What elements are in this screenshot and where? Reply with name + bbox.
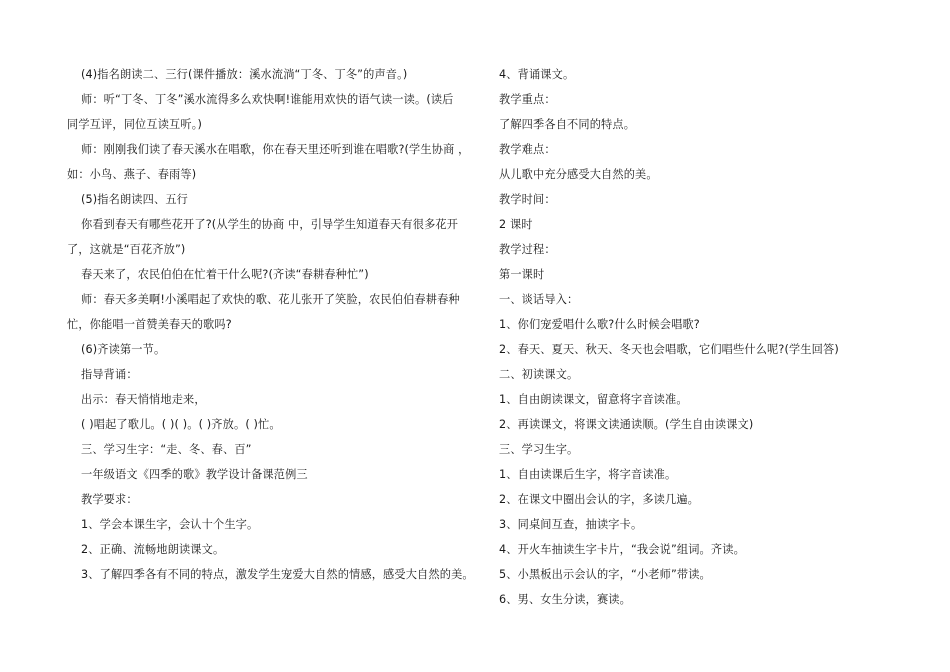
text-line: 二、初读课文。: [499, 368, 579, 381]
text-line: ( )唱起了歌儿。( )( )。( )齐放。( )忙。: [81, 418, 281, 431]
text-line: 1、自由朗读课文，留意将字音读准。: [499, 393, 688, 406]
text-line: 师：刚刚我们读了春天溪水在唱歌，你在春天里还听到谁在唱歌?(学生协商 ，: [81, 143, 470, 156]
text-line: 忙，你能唱一首赞美春天的歌吗?: [67, 318, 232, 331]
left-text-column: [67, 62, 474, 587]
text-line: 2、春天、夏天、秋天、冬天也会唱歌，它们唱些什么呢?(学生回答): [499, 343, 839, 356]
text-line: 你看到春天有哪些花开了?(从学生的协商 中，引导学生知道春天有很多花开: [81, 218, 459, 231]
text-line: 2、在课文中圈出会认的字，多读几遍。: [499, 493, 700, 506]
text-line: 教学重点：: [499, 93, 556, 106]
text-line: 1、你们宠爱唱什么歌?什么时候会唱歌?: [499, 318, 700, 331]
text-line: 第一课时: [499, 268, 545, 281]
text-line: 出示：春天悄悄地走来，: [81, 393, 206, 406]
text-line: 1、自由读课后生字，将字音读准。: [499, 468, 677, 481]
text-line: 4、背诵课文。: [499, 68, 575, 81]
text-line: 教学难点：: [499, 143, 556, 156]
text-line: 教学要求：: [81, 493, 138, 506]
text-line: 春天来了，农民伯伯在忙着干什么呢?(齐读“春耕春种忙”): [81, 268, 369, 281]
text-line: 同学互评，同位互读互听。): [67, 118, 202, 131]
text-line: (5)指名朗读四、五行: [81, 193, 188, 206]
right-text-column: [499, 62, 899, 612]
text-line: 教学时间：: [499, 193, 556, 206]
text-line: 师：听“丁冬、丁冬”溪水流得多么欢快啊!谁能用欢快的语气读一读。(读后: [81, 93, 454, 106]
text-line: (6)齐读第一节。: [81, 343, 166, 356]
text-line: 2、再读课文，将课文读通读顺。(学生自由读课文): [499, 418, 754, 431]
text-line: 教学过程：: [499, 243, 556, 256]
text-line: 4、开火车抽读生字卡片，“我会说”组词。齐读。: [499, 543, 745, 556]
text-line: 从儿歌中充分感受大自然的美。: [499, 168, 658, 181]
text-line: 一、谈话导入：: [499, 293, 579, 306]
text-line: 6、男、女生分读，赛读。: [499, 593, 631, 606]
text-line: 了，这就是“百花齐放”): [67, 243, 186, 256]
text-line: 三、学习生字。: [499, 443, 579, 456]
text-line: 了解四季各自不同的特点。: [499, 118, 636, 131]
text-line: 3、了解四季各有不同的特点，激发学生宠爱大自然的情感，感受大自然的美。: [81, 568, 474, 581]
text-line: 如：小鸟、燕子、春雨等): [67, 168, 197, 181]
text-line: 指导背诵：: [81, 368, 138, 381]
text-line: 5、小黑板出示会认的字，“小老师”带读。: [499, 568, 711, 581]
text-line: 1、学会本课生字，会认十个生字。: [81, 518, 259, 531]
text-line: 2 课时: [499, 218, 533, 231]
text-line: 三、学习生字：“走、冬、春、百”: [81, 443, 252, 456]
text-line: 一年级语文《四季的歌》教学设计备课范例三: [81, 468, 308, 481]
text-line: 师：春天多美啊!小溪唱起了欢快的歌、花儿张开了笑脸，农民伯伯春耕春种: [81, 293, 460, 306]
text-line: 3、同桌间互查，抽读字卡。: [499, 518, 643, 531]
text-line: (4)指名朗读二、三行(课件播放：溪水流淌“丁冬、丁冬”的声音。): [81, 68, 408, 81]
text-line: 2、正确、流畅地朗读课文。: [81, 543, 225, 556]
